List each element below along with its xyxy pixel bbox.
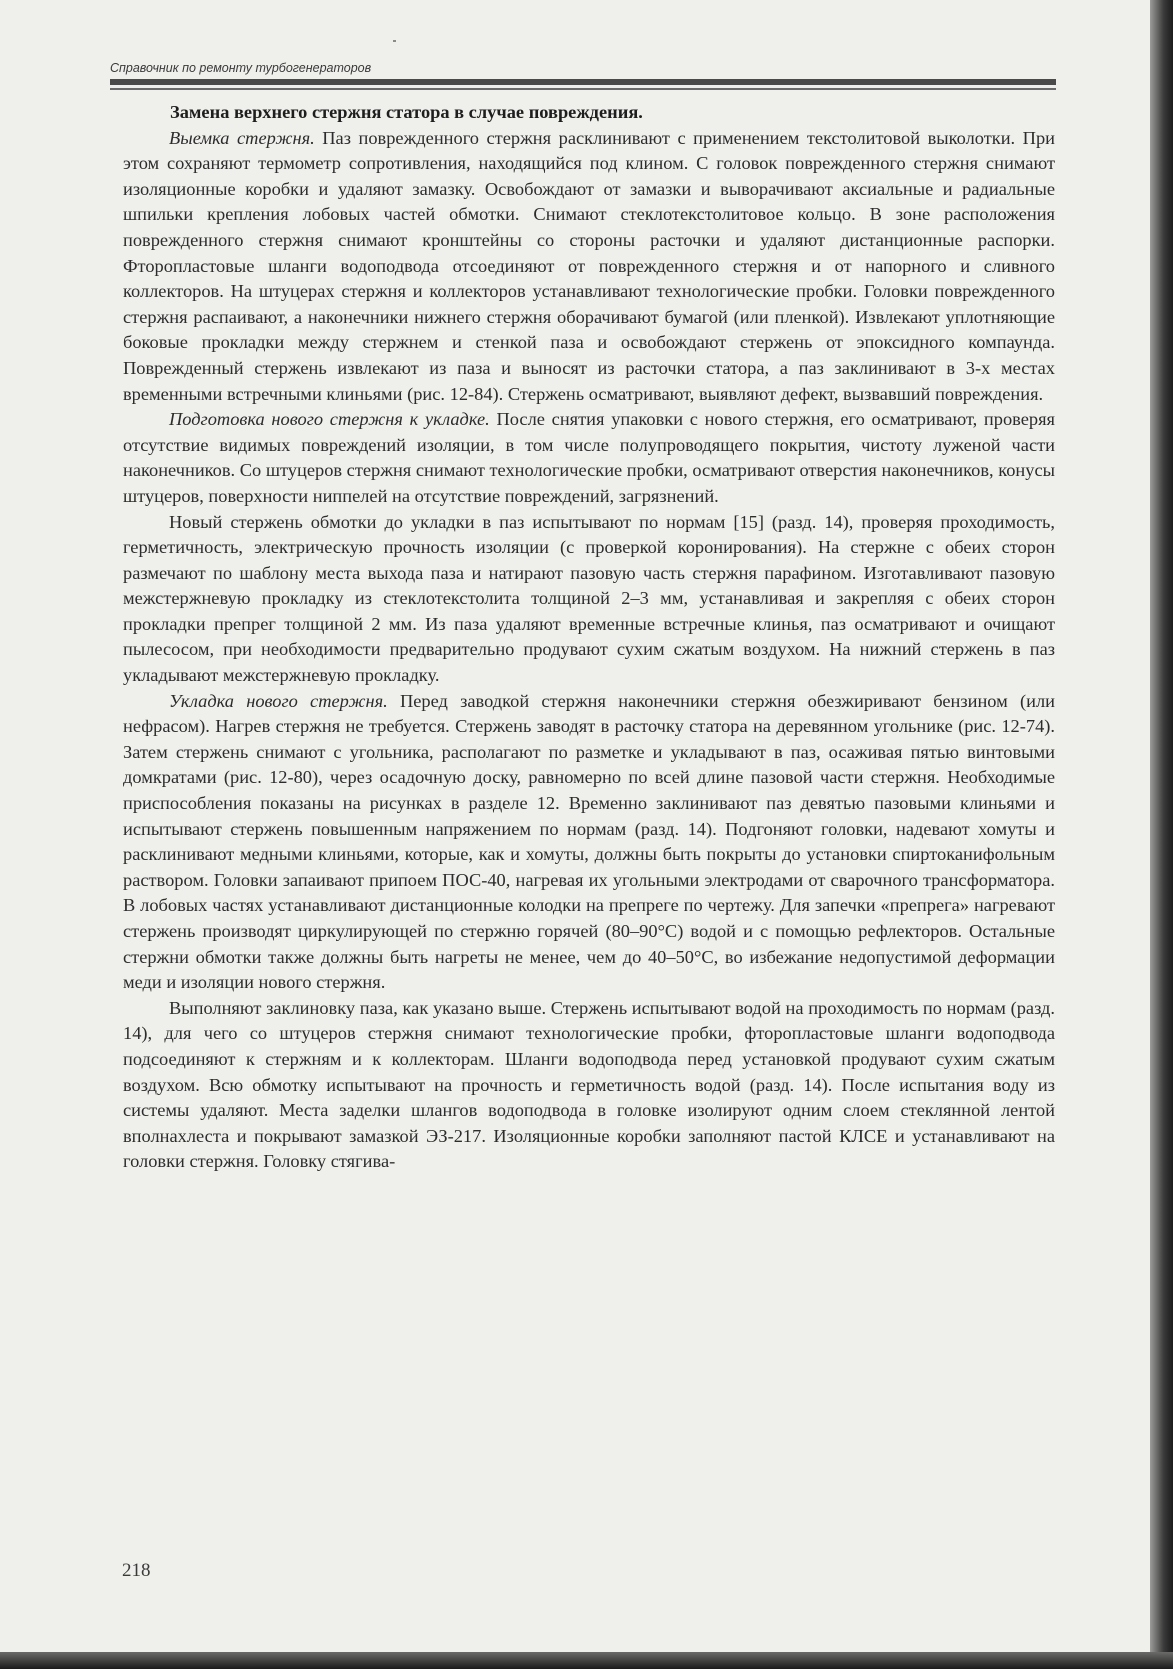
paragraph-lead: Подготовка нового стержня к укладке.: [169, 409, 490, 430]
header-rule-thick: [110, 79, 1056, 85]
section-heading: Замена верхнего стержня статора в случае повреждения.: [170, 102, 643, 122]
paragraph-preparation: [123, 407, 1055, 509]
paragraph-lead: Укладка нового стержня.: [169, 690, 388, 711]
paragraph-text: После снятия упаковки с нового стержня, его осматривают, проверяя отсутствие видимых повреждений изоляции, в том числе полупроводящего покрытия, чистоту луженой части наконечников. Со штуцеров стержня снимают технологические пробки, осматривают отверстия наконечников, конусы штуцеров, поверхности ниппелей на отсутствие повреждений, загрязнений.: [123, 409, 1056, 506]
page-number: 218: [122, 1560, 151, 1581]
scan-edge-right: [1150, 0, 1173, 1669]
header-rule-thin: [110, 88, 1056, 90]
paragraph-text: Новый стержень обмотки до укладки в паз испытывают по нормам [15] (разд. 14), проверяя проходимость, герметичность, электрическую прочность изоляции (с проверкой коронирования). На стержне с обеих сторон размечают по шаблону места выхода паза и натирают пазовую часть стержня парафином. Изготавливают пазовую межстержневую прокладку из стеклотекстолита толщиной 2–3 мм, устанавливая и закрепляя с обеих сторон прокладки препрег толщиной 2 мм. Из паза удаляют временные встречные клинья, паз осматривают и очищают пылесосом, при необходимости предварительно продувают сухим сжатым воздухом. На нижний стержень в паз укладывают межстержневую прокладку.: [123, 511, 1055, 686]
paragraph-removal: [123, 126, 1055, 408]
scan-speck: [393, 40, 396, 42]
paragraph-testing: [123, 510, 1055, 689]
running-header: Справочник по ремонту турбогенераторов: [110, 61, 372, 75]
paragraph-text: Паз поврежденного стержня расклинивают с применением текстолитовой выколотки. При этом сохраняют термометр сопротивления, находящийся под клином. С головок поврежденного стержня снимают изоляционные коробки и удаляют замазку. Освобождают от замазки и выворачивают аксиальные и радиальные шпильки крепления лобовых частей обмотки. Снимают стеклотекстолитовое кольцо. В зоне расположения поврежденного стержня снимают кронштейны со стороны расточки и удаляют дистанционные распорки. Фторопластовые шланги водоподвода отсоединяют от поврежденного стержня и от напорного и сливного коллекторов. На штуцерах стержня и коллекторов устанавливают технологические пробки. Головки поврежденного стержня распаивают, а наконечники нижнего стержня оборачивают бумагой (или пленкой). Извлекают уплотняющие боковые прокладки между стержнем и стенкой паза и освобождают стержень от эпоксидного компаунда. Поврежденный стержень извлекают из паза и выносят из расточки статора, а паз заклинивают в 3-х местах временными встречными клиньями (рис. 12-84). Стержень осматривают, выявляют дефект, вызвавший повреждения.: [123, 127, 1055, 404]
paragraph-lead: Выемка стержня.: [169, 127, 315, 148]
paragraph-wedging: [123, 996, 1055, 1175]
paragraph-text: Выполняют заклиновку паза, как указано выше. Стержень испытывают водой на проходимость по нормам (разд. 14), для чего со штуцеров стержня снимают технологические пробки, фторопластовые шланги водоподвода подсоединяют к стержням и к коллекторам. Шланги водоподвода перед установкой продувают сухим сжатым воздухом. Всю обмотку испытывают на прочность и герметичность водой (разд. 14). После испытания воду из системы удаляют. Места заделки шлангов водоподвода в головке изолируют одним слоем стеклянной лентой вполнахлеста и покрывают замазкой ЭЗ-217. Изоляционные коробки заполняют пастой КЛСЕ и устанавливают на головки стержня. Головку стягива-: [123, 997, 1055, 1172]
page-body: [123, 100, 1055, 1175]
scan-edge-bottom: [0, 1652, 1173, 1669]
paragraph-text: Перед заводкой стержня наконечники стержня обезжиривают бензином (или нефрасом). Нагрев стержня не требуется. Стержень заводят в расточку статора на деревянном угольнике (рис. 12-74). Затем стержень снимают с угольника, располагают по разметке и укладывают в паз, осаживая пятью винтовыми домкратами (рис. 12-80), через осадочную доску, равномерно по всей длине пазовой части стержня. Необходимые приспособления показаны на рисунках в разделе 12. Временно заклинивают паз девятью пазовыми клиньями и испытывают стержень повышенным напряжением по нормам (разд. 14). Подгоняют головки, надевают хомуты и расклинивают медными клиньями, которые, как и хомуты, должны быть покрыты до установки спиртоканифольным раствором. Головки запаивают припоем ПОС-40, нагревая их угольными электродами от сварочного трансформатора. В лобовых частях устанавливают дистанционные колодки на препреге по чертежу. Для запечки «препрега» нагревают стержень производят циркулирующей по стержню горячей (80–90°С) водой и с помощью рефлекторов. Остальные стержни обмотки также должны быть нагреты не менее, чем до 40–50°С, во избежание недопустимой деформации меди и изоляции нового стержня.: [123, 690, 1055, 993]
paragraph-laying: [123, 689, 1055, 996]
